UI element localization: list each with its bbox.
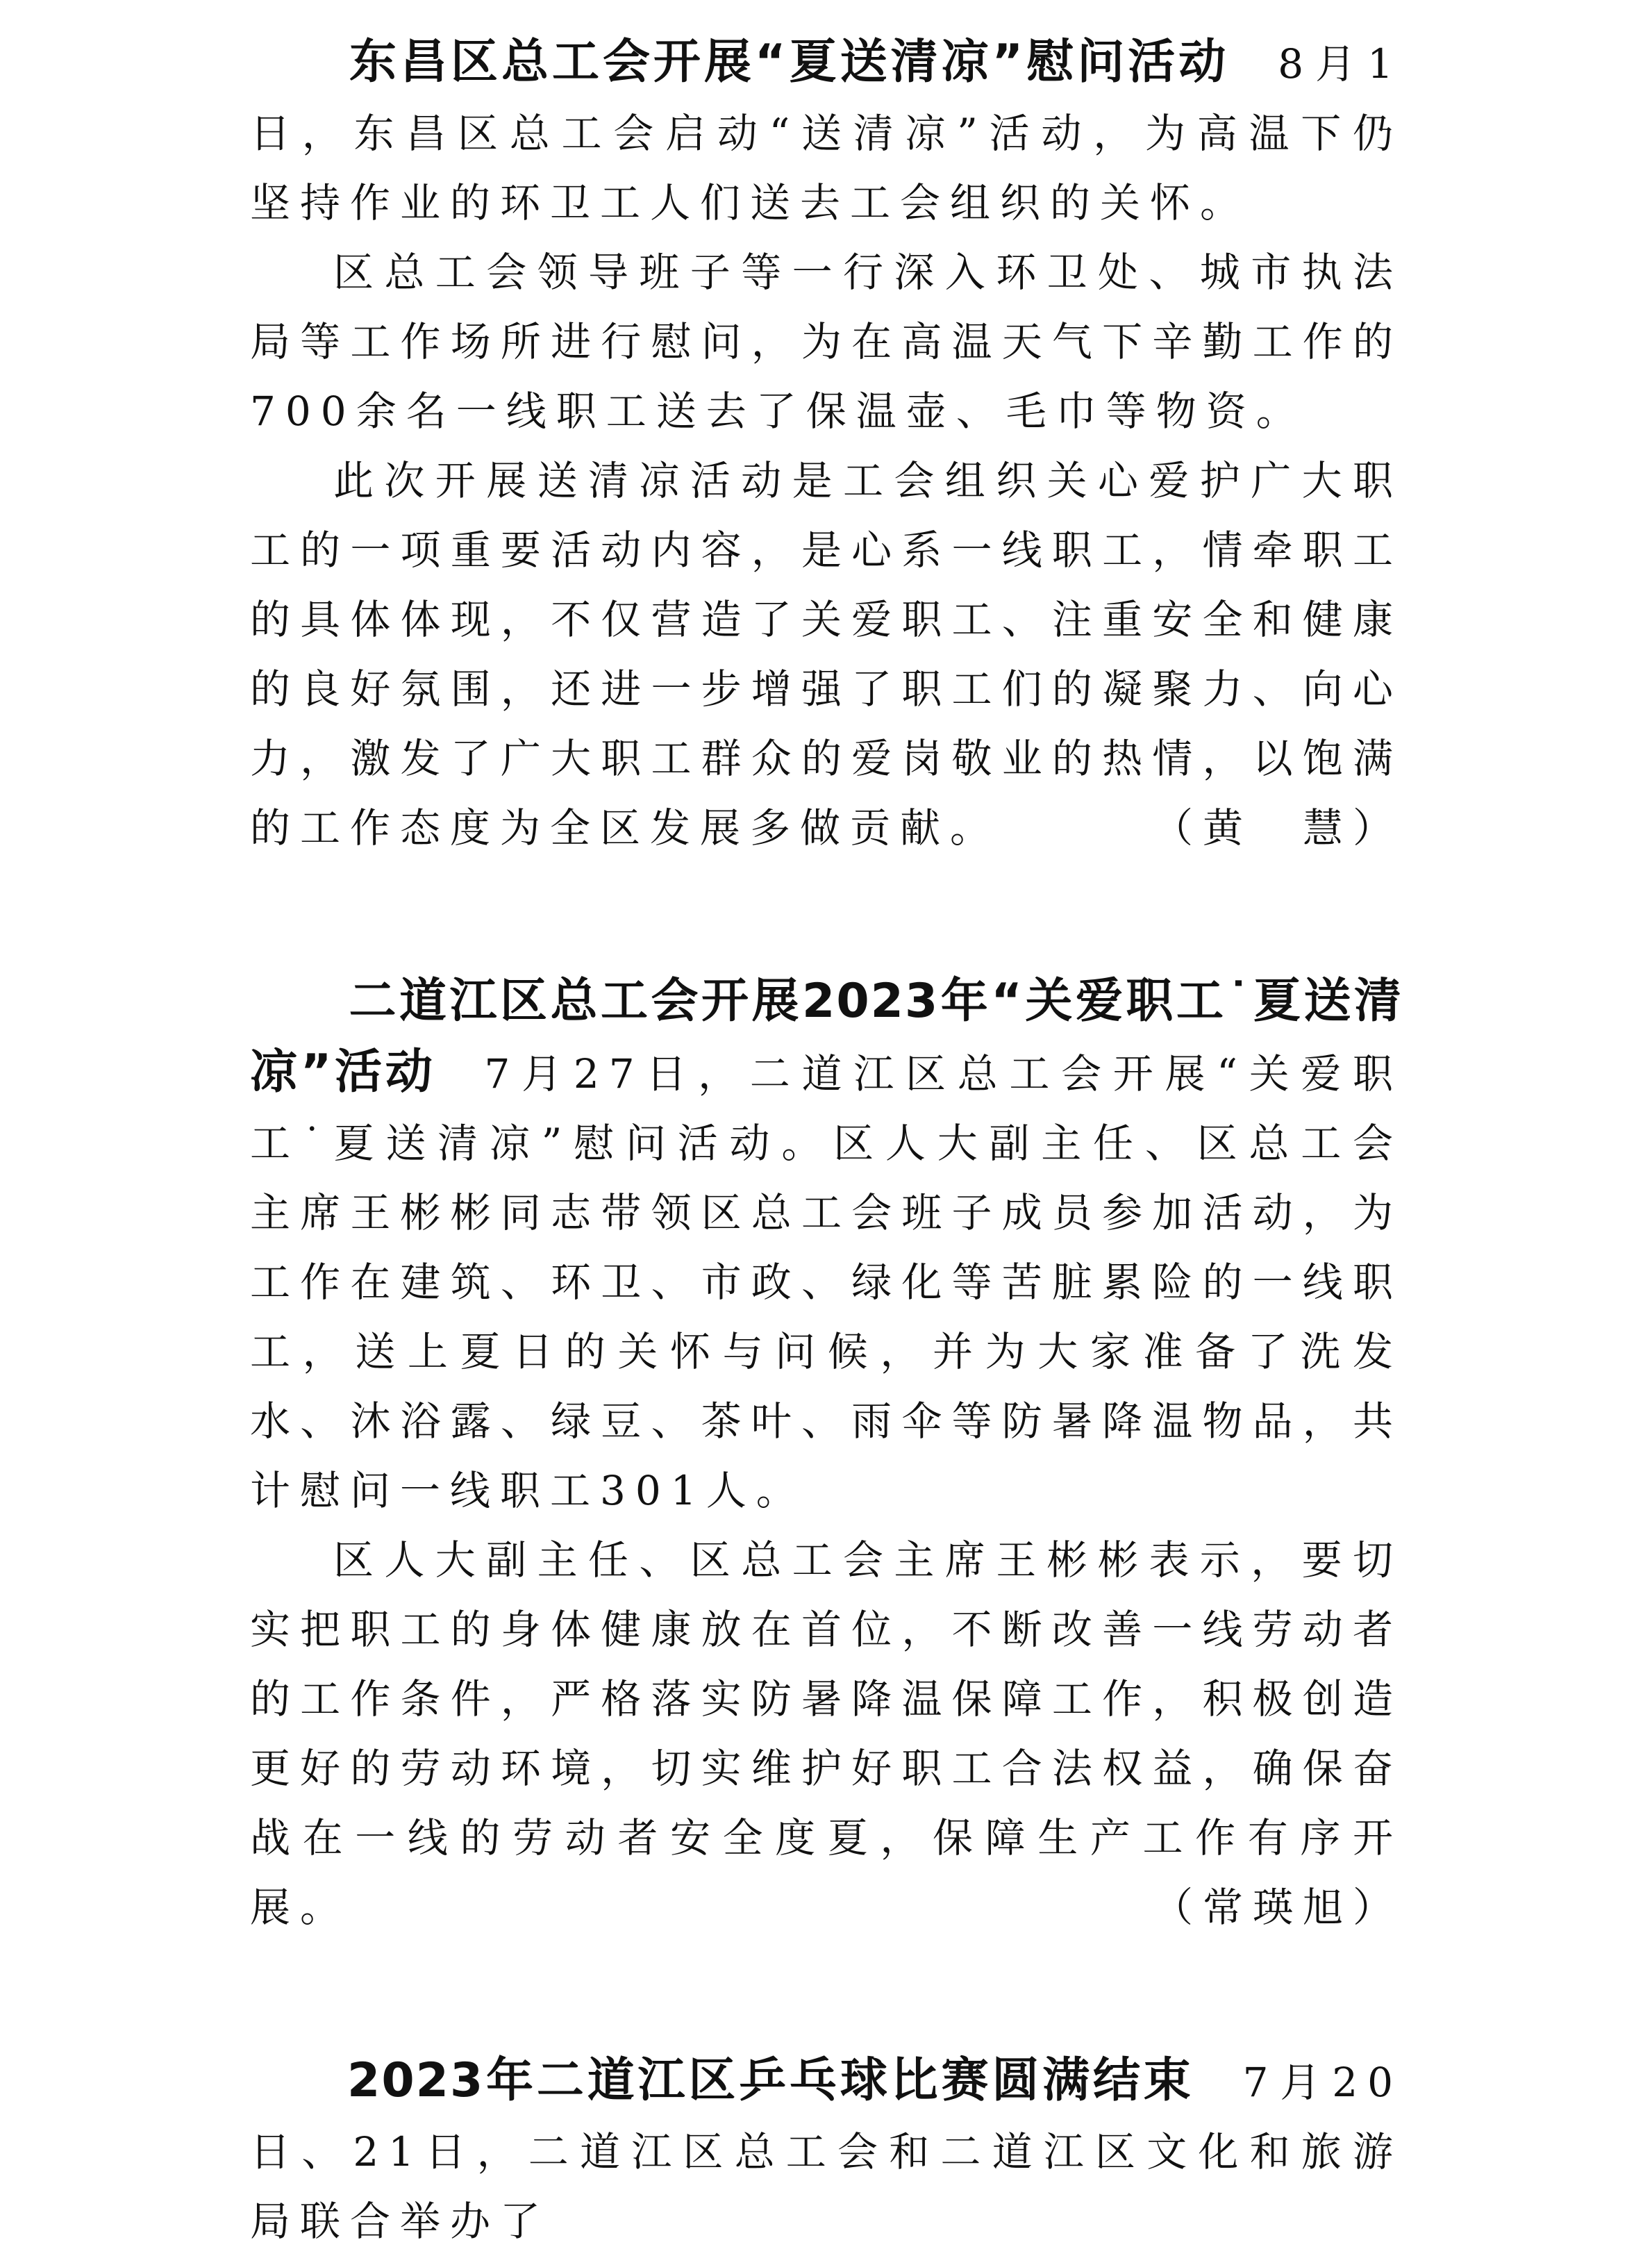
article-erdaojiang-summer xyxy=(250,967,1403,1942)
document-page xyxy=(250,28,1403,2256)
article-lead-text: 7月20日、21日，二道江区总工会和二道江区文化和旅游局联合举办了 xyxy=(250,2059,1403,2245)
article-separator xyxy=(250,863,1403,967)
article-separator xyxy=(250,1942,1403,2046)
article-paragraph-text: 区人大副主任、区总工会主席王彬彬表示，要切实把职工的身体健康放在首位，不断改善一线劳动者的工作条件，严格落实防暑降温保障工作，积极创造更好的劳动环境，切实维护好职工合法权益，确保奋战在一线的劳动者安全度夏，保障生产工作有序开展。 xyxy=(250,1536,1403,1931)
article-headline: 二道江区总工会开展2023年“关爱职工˙夏送清凉”活动 xyxy=(250,974,1403,1100)
article-author: （黄 慧） xyxy=(1152,804,1403,852)
article-paragraph-text: 此次开展送清凉活动是工会组织关心爱护广大职工的一项重要活动内容，是心系一线职工，情牵职工的具体体现，不仅营造了关爱职工、注重安全和健康的良好氛围，还进一步增强了职工们的凝聚力、向心力，激发了广大职工群众的爱岗敬业的热情，以饱满的工作态度为全区发展多做贡献。 xyxy=(250,457,1403,852)
article-lead-text: 7月27日，二道江区总工会开展“关爱职工˙夏送清凉”慰问活动。区人大副主任、区总工会主席王彬彬同志带领区总工会班子成员参加活动，为工作在建筑、环卫、市政、绿化等苦脏累险的一线职工，送上夏日的关怀与问候，并为大家准备了洗发水、沐浴露、绿豆、茶叶、雨伞等防暑降温物品，共计慰问一线职工301人。 xyxy=(250,1050,1403,1514)
article-dongchang xyxy=(250,28,1403,863)
article-lead-paragraph xyxy=(250,967,1403,1525)
article-paragraph xyxy=(250,1525,1403,1942)
article-erdaojiang-pingpong xyxy=(250,2046,1403,2256)
article-paragraph xyxy=(250,446,1403,863)
article-author: （常瑛旭） xyxy=(1152,1884,1403,1931)
article-lead-paragraph xyxy=(250,2046,1403,2256)
article-paragraph: 区总工会领导班子等一行深入环卫处、城市执法局等工作场所进行慰问，为在高温天气下辛勤工作的700余名一线职工送去了保温壶、毛巾等物资。 xyxy=(250,249,1403,435)
article-lead-text: 8月1日，东昌区总工会启动“送清凉”活动，为高温下仍坚持作业的环卫工人们送去工会组织的关怀。 xyxy=(250,40,1403,226)
article-lead-paragraph xyxy=(250,28,1403,238)
article-headline: 2023年二道江区乒乓球比赛圆满结束 xyxy=(347,2053,1194,2108)
article-headline: 东昌区总工会开展“夏送清凉”慰问活动 xyxy=(347,35,1230,90)
